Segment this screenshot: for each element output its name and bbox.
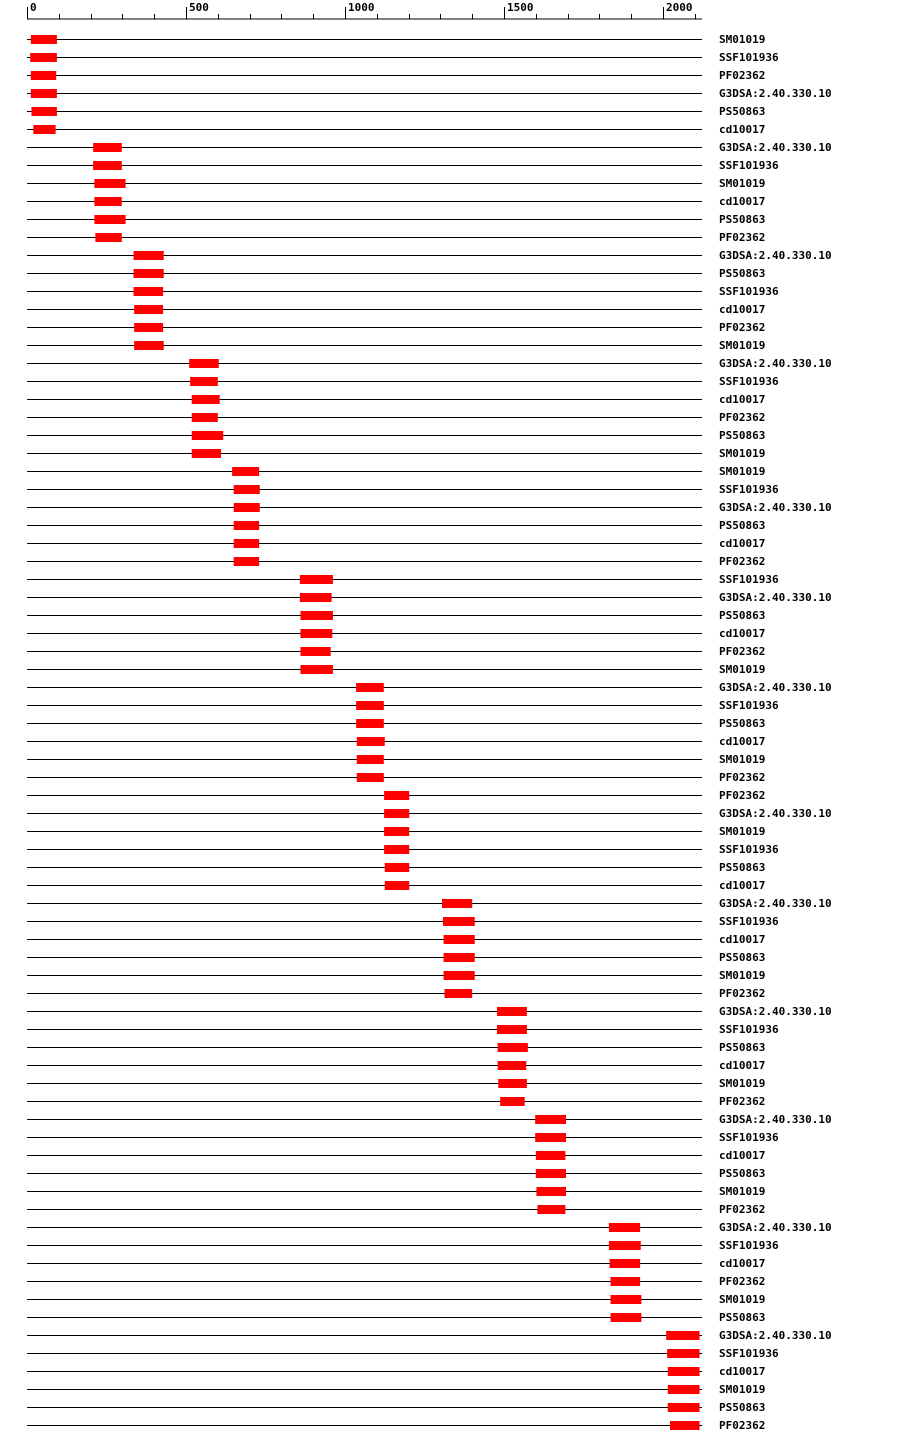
track-label: PS50863 — [719, 105, 766, 118]
track-label: G3DSA:2.40.330.10 — [719, 1113, 832, 1126]
domain-bar[interactable] — [670, 1421, 700, 1430]
track-label: PF02362 — [719, 321, 766, 334]
domain-bar[interactable] — [384, 845, 409, 854]
track-label: PS50863 — [719, 1041, 766, 1054]
track-label: SM01019 — [719, 969, 766, 982]
track-label: SM01019 — [719, 663, 766, 676]
domain-bar[interactable] — [134, 269, 164, 278]
track-label: PF02362 — [719, 987, 766, 1000]
track-label: SM01019 — [719, 1383, 766, 1396]
tick-label: 1500 — [507, 1, 534, 14]
track-label: SM01019 — [719, 825, 766, 838]
domain-bar[interactable] — [234, 521, 259, 530]
track-label: SSF101936 — [719, 1131, 779, 1144]
domain-bar[interactable] — [300, 647, 330, 656]
domain-bar[interactable] — [666, 1331, 699, 1340]
track-label: PS50863 — [719, 519, 766, 532]
domain-bar[interactable] — [134, 305, 163, 314]
track-label: G3DSA:2.40.330.10 — [719, 1005, 832, 1018]
domain-bar[interactable] — [234, 557, 259, 566]
domain-bar[interactable] — [668, 1367, 700, 1376]
domain-bar[interactable] — [498, 1079, 527, 1088]
domain-bar[interactable] — [300, 611, 332, 620]
track-label: SSF101936 — [719, 285, 779, 298]
track-label: G3DSA:2.40.330.10 — [719, 141, 832, 154]
track-label: PF02362 — [719, 789, 766, 802]
domain-bar[interactable] — [94, 197, 121, 206]
track-label: cd10017 — [719, 933, 766, 946]
domain-bar[interactable] — [609, 1223, 640, 1232]
domain-bar[interactable] — [668, 1385, 700, 1394]
scale-axis — [27, 1, 702, 19]
tick-label: 0 — [30, 1, 37, 14]
domain-bar[interactable] — [94, 179, 125, 188]
track-label: G3DSA:2.40.330.10 — [719, 1221, 832, 1234]
domain-bar[interactable] — [384, 827, 409, 836]
track-label: SSF101936 — [719, 51, 779, 64]
domain-bar[interactable] — [232, 467, 259, 476]
domain-bar[interactable] — [537, 1205, 565, 1214]
track-label: SM01019 — [719, 465, 766, 478]
track-label: cd10017 — [719, 1059, 766, 1072]
domain-bar[interactable] — [134, 323, 163, 332]
track-label: PS50863 — [719, 861, 766, 874]
track-label: G3DSA:2.40.330.10 — [719, 87, 832, 100]
domain-bar[interactable] — [497, 1007, 527, 1016]
track-label: PF02362 — [719, 1419, 766, 1432]
track-label: G3DSA:2.40.330.10 — [719, 807, 832, 820]
domain-bar[interactable] — [385, 881, 409, 890]
domain-bar[interactable] — [610, 1259, 641, 1268]
domain-bar[interactable] — [609, 1241, 641, 1250]
domain-bar[interactable] — [442, 899, 472, 908]
track-label: PF02362 — [719, 645, 766, 658]
track-label: SM01019 — [719, 1185, 766, 1198]
track-label: PS50863 — [719, 1401, 766, 1414]
track-label: G3DSA:2.40.330.10 — [719, 357, 832, 370]
track-label: cd10017 — [719, 735, 766, 748]
domain-bar[interactable] — [611, 1313, 642, 1322]
track-label: SM01019 — [719, 33, 766, 46]
domain-bar[interactable] — [535, 1133, 566, 1142]
domain-bar[interactable] — [31, 107, 56, 116]
domain-bar[interactable] — [31, 35, 57, 44]
domain-bar[interactable] — [192, 395, 220, 404]
domain-bar[interactable] — [536, 1169, 566, 1178]
track-label: cd10017 — [719, 1365, 766, 1378]
track-label: PS50863 — [719, 213, 766, 226]
domain-bar[interactable] — [668, 1403, 700, 1412]
domain-bar[interactable] — [192, 449, 221, 458]
domain-bar[interactable] — [234, 485, 260, 494]
domain-bar[interactable] — [300, 575, 333, 584]
domain-bar[interactable] — [356, 719, 384, 728]
track-label: PS50863 — [719, 717, 766, 730]
track-label: cd10017 — [719, 1149, 766, 1162]
domain-bar[interactable] — [611, 1295, 642, 1304]
track-label: G3DSA:2.40.330.10 — [719, 897, 832, 910]
track-label: PF02362 — [719, 555, 766, 568]
domain-bar[interactable] — [192, 431, 223, 440]
tick-label: 2000 — [666, 1, 693, 14]
domain-bar[interactable] — [31, 89, 57, 98]
track-label: SM01019 — [719, 339, 766, 352]
track-label: PS50863 — [719, 609, 766, 622]
domain-bar[interactable] — [500, 1097, 524, 1106]
domain-bar[interactable] — [357, 773, 384, 782]
domain-bar[interactable] — [536, 1187, 566, 1196]
domain-bar[interactable] — [384, 791, 409, 800]
track-label: cd10017 — [719, 195, 766, 208]
tick-label: 1000 — [348, 1, 375, 14]
track-label: PS50863 — [719, 951, 766, 964]
domain-bar[interactable] — [384, 809, 409, 818]
track-label: PF02362 — [719, 1275, 766, 1288]
domain-tracks — [27, 33, 832, 1432]
domain-bar[interactable] — [189, 359, 219, 368]
track-label: PF02362 — [719, 231, 766, 244]
track-label: SSF101936 — [719, 699, 779, 712]
domain-bar[interactable] — [356, 701, 384, 710]
track-label: G3DSA:2.40.330.10 — [719, 249, 832, 262]
domain-bar[interactable] — [611, 1277, 641, 1286]
track-label: G3DSA:2.40.330.10 — [719, 681, 832, 694]
track-label: SSF101936 — [719, 573, 779, 586]
domain-bar[interactable] — [357, 755, 384, 764]
domain-bar[interactable] — [300, 629, 332, 638]
domain-bar[interactable] — [498, 1061, 527, 1070]
domain-bar[interactable] — [134, 341, 164, 350]
domain-bar[interactable] — [444, 953, 475, 962]
track-label: PS50863 — [719, 429, 766, 442]
domain-bar[interactable] — [385, 863, 409, 872]
domain-bar[interactable] — [300, 665, 332, 674]
domain-bar[interactable] — [134, 251, 164, 260]
domain-bar[interactable] — [444, 971, 475, 980]
domain-bar[interactable] — [93, 143, 122, 152]
track-label: G3DSA:2.40.330.10 — [719, 591, 832, 604]
domain-bar[interactable] — [443, 917, 475, 926]
domain-bar[interactable] — [31, 71, 56, 80]
track-label: cd10017 — [719, 537, 766, 550]
domain-bar[interactable] — [192, 413, 218, 422]
track-label: SSF101936 — [719, 843, 779, 856]
track-label: SM01019 — [719, 177, 766, 190]
track-label: cd10017 — [719, 879, 766, 892]
track-label: PS50863 — [719, 1167, 766, 1180]
track-label: SSF101936 — [719, 375, 779, 388]
domain-bar[interactable] — [445, 989, 473, 998]
track-label: PF02362 — [719, 1095, 766, 1108]
domain-bar[interactable] — [30, 53, 57, 62]
track-label: PS50863 — [719, 267, 766, 280]
track-label: SM01019 — [719, 447, 766, 460]
domain-bar[interactable] — [93, 161, 122, 170]
domain-bar[interactable] — [356, 683, 384, 692]
domain-bar[interactable] — [95, 233, 121, 242]
track-label: cd10017 — [719, 303, 766, 316]
track-label: SSF101936 — [719, 1347, 779, 1360]
track-label: cd10017 — [719, 627, 766, 640]
track-label: SSF101936 — [719, 1239, 779, 1252]
track-label: cd10017 — [719, 1257, 766, 1270]
domain-bar[interactable] — [535, 1115, 566, 1124]
track-label: SSF101936 — [719, 483, 779, 496]
domain-bar[interactable] — [357, 737, 385, 746]
track-label: PF02362 — [719, 771, 766, 784]
track-label: SM01019 — [719, 753, 766, 766]
domain-bar[interactable] — [497, 1025, 527, 1034]
track-label: SM01019 — [719, 1077, 766, 1090]
track-label: PF02362 — [719, 411, 766, 424]
domain-bar[interactable] — [234, 503, 260, 512]
track-label: SSF101936 — [719, 1023, 779, 1036]
track-label: G3DSA:2.40.330.10 — [719, 1329, 832, 1342]
domain-bar[interactable] — [234, 539, 259, 548]
track-label: cd10017 — [719, 393, 766, 406]
track-label: PS50863 — [719, 1311, 766, 1324]
domain-bar[interactable] — [33, 125, 55, 134]
track-label: PF02362 — [719, 69, 766, 82]
track-label: PF02362 — [719, 1203, 766, 1216]
domain-bar[interactable] — [134, 287, 164, 296]
track-label: cd10017 — [719, 123, 766, 136]
domain-bar[interactable] — [190, 377, 218, 386]
track-label: SSF101936 — [719, 159, 779, 172]
track-label: SSF101936 — [719, 915, 779, 928]
domain-bar[interactable] — [667, 1349, 699, 1358]
track-label: SM01019 — [719, 1293, 766, 1306]
track-label: G3DSA:2.40.330.10 — [719, 501, 832, 514]
domain-bar[interactable] — [444, 935, 475, 944]
domain-bar[interactable] — [94, 215, 125, 224]
domain-bar[interactable] — [536, 1151, 566, 1160]
domain-bar[interactable] — [498, 1043, 528, 1052]
tick-label: 500 — [189, 1, 209, 14]
domain-bar[interactable] — [300, 593, 332, 602]
